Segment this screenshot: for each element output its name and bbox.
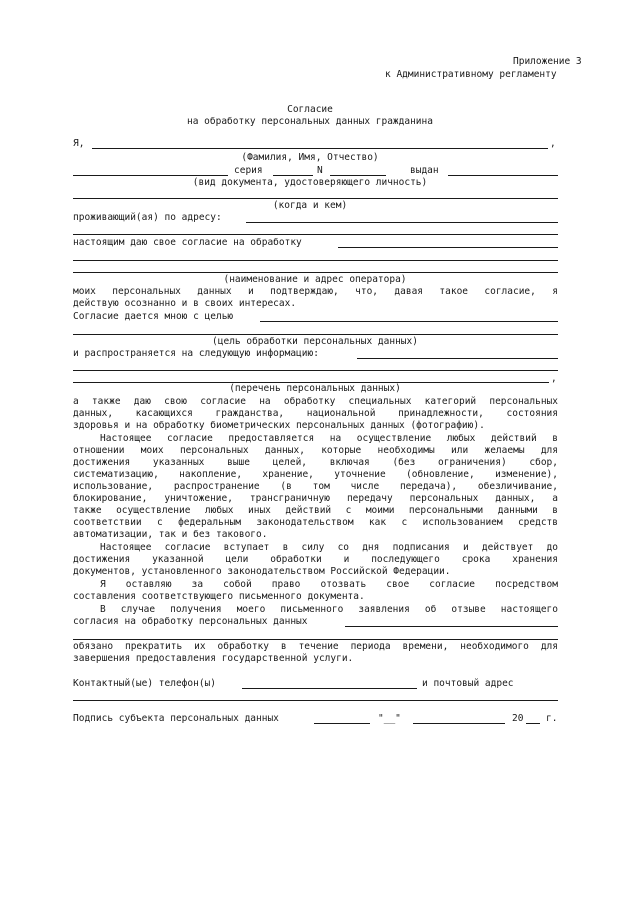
regulation-reference: к Административному регламенту: [385, 69, 557, 80]
mail-label: и почтовый адрес: [422, 678, 514, 689]
operator-field-line3[interactable]: [73, 272, 558, 273]
paragraph-3-line-5: использование, распространение (в том числе передача), обезличивание,: [73, 481, 558, 492]
paragraph-3-line-3: достижения указанных выше целей, включая (без ограничения) сбор,: [73, 457, 558, 468]
phone-label: Контактный(ые) телефон(ы): [73, 678, 216, 689]
paragraph-3-line-6: блокирование, уничтожение, трансграничную передачу персональных данных, а: [73, 493, 558, 504]
info-field[interactable]: [357, 358, 558, 359]
address-field-line2[interactable]: [73, 234, 558, 235]
doc-type-field[interactable]: [73, 175, 228, 176]
when-caption: (когда и кем): [272, 200, 348, 211]
year-prefix: 20: [512, 713, 524, 724]
paragraph-3-line-1: Настоящее согласие предоставляется на осуществление любых действий в: [100, 433, 558, 444]
fio-field[interactable]: [92, 148, 548, 149]
series-label: серия: [234, 165, 263, 176]
paragraph-3-line-7: также осуществление любых иных действий с моими персональными данными в: [73, 505, 558, 516]
operator-field-line2[interactable]: [73, 260, 558, 261]
date-month-field[interactable]: [413, 723, 505, 724]
paragraph-3-line-8: соответствии с федеральным законодательством как с использованием средств: [73, 517, 558, 528]
paragraph-7-line-1: обязано прекратить их обработку в течение периода времени, необходимого для: [73, 641, 558, 652]
fio-caption: (Фамилия, Имя, Отчество): [241, 152, 379, 163]
paragraph-4-line-2: достижения указанной цели обработки и последующего срока хранения: [73, 554, 558, 565]
operator-revoke-field[interactable]: [345, 626, 558, 627]
paragraph-4-line-1: Настоящее согласие вступает в силу со дня подписания и действует до: [100, 542, 558, 553]
paragraph-5-line-2: составления соответствующего письменного документа.: [73, 591, 365, 602]
paragraph-6-line-2: согласия на обработку персональных данных: [73, 616, 308, 627]
operator-caption: (наименование и адрес оператора): [223, 274, 407, 285]
number-label: N: [317, 165, 323, 176]
list-caption: (перечень персональных данных): [229, 383, 401, 394]
issued-by-field[interactable]: [73, 198, 558, 199]
paragraph-2-line-1: а также даю свою согласие на обработку специальных категорий персональных: [73, 396, 558, 407]
paragraph-1-line-2: действую осознанно и в своих интересах.: [73, 298, 297, 309]
signature-field[interactable]: [314, 723, 370, 724]
number-field[interactable]: [330, 175, 386, 176]
purpose-field-line2[interactable]: [73, 334, 558, 335]
info-field-line2[interactable]: [73, 370, 558, 371]
issued-label: выдан: [410, 165, 439, 176]
info-label: и распространяется на следующую информацию:: [73, 348, 319, 359]
paragraph-5-line-1: Я оставляю за собой право отозвать свое согласие посредством: [100, 579, 558, 590]
signature-label: Подпись субъекта персональных данных: [73, 713, 279, 724]
year-field[interactable]: [526, 723, 540, 724]
i-label: Я,: [73, 138, 85, 149]
fio-comma: ,: [550, 138, 556, 149]
info-comma: ,: [551, 373, 557, 384]
operator-revoke-field-line2[interactable]: [73, 639, 558, 640]
document-subtitle: на обработку персональных данных гражданина: [187, 116, 433, 127]
purpose-caption: (цель обработки персональных данных): [212, 336, 418, 347]
series-field[interactable]: [273, 175, 313, 176]
date-day-field[interactable]: "__": [378, 713, 401, 724]
paragraph-4-line-3: документов, установленного законодательством Российской Федерации.: [73, 566, 451, 577]
residing-label: проживающий(ая) по адресу:: [73, 212, 222, 223]
paragraph-3-line-2: отношении моих персональных данных, которые необходимы или желаемы для: [73, 445, 558, 456]
appendix-number: Приложение 3: [513, 56, 582, 67]
purpose-label: Согласие дается мною с целью: [73, 311, 234, 322]
paragraph-2-line-2: данных, касающихся гражданства, национальной принадлежности, состояния: [73, 408, 558, 419]
consent-label: настоящим даю свое согласие на обработку: [73, 237, 302, 248]
purpose-field[interactable]: [260, 321, 558, 322]
year-suffix: г.: [546, 713, 558, 724]
document-title: Согласие: [287, 104, 333, 115]
paragraph-6-line-1: В случае получения моего письменного заявления об отзыве настоящего: [100, 604, 558, 615]
doc-caption: (вид документа, удостоверяющего личность): [192, 177, 428, 188]
operator-field[interactable]: [338, 247, 558, 248]
paragraph-1-line-1: моих персональных данных и подтверждаю, что, давая такое согласие, я: [73, 286, 558, 297]
paragraph-7-line-2: завершения предоставления государственной услуги.: [73, 653, 354, 664]
paragraph-3-line-9: автоматизации, так и без такового.: [73, 529, 268, 540]
mail-address-field[interactable]: [73, 700, 558, 701]
phone-field[interactable]: [242, 688, 417, 689]
paragraph-3-line-4: систематизацию, накопление, хранение, уточнение (обновление, изменение),: [73, 469, 558, 480]
issued-field[interactable]: [448, 175, 558, 176]
address-field[interactable]: [246, 222, 558, 223]
paragraph-2-line-3: здоровья и на обработку биометрических персональных данных (фотографию).: [73, 420, 485, 431]
